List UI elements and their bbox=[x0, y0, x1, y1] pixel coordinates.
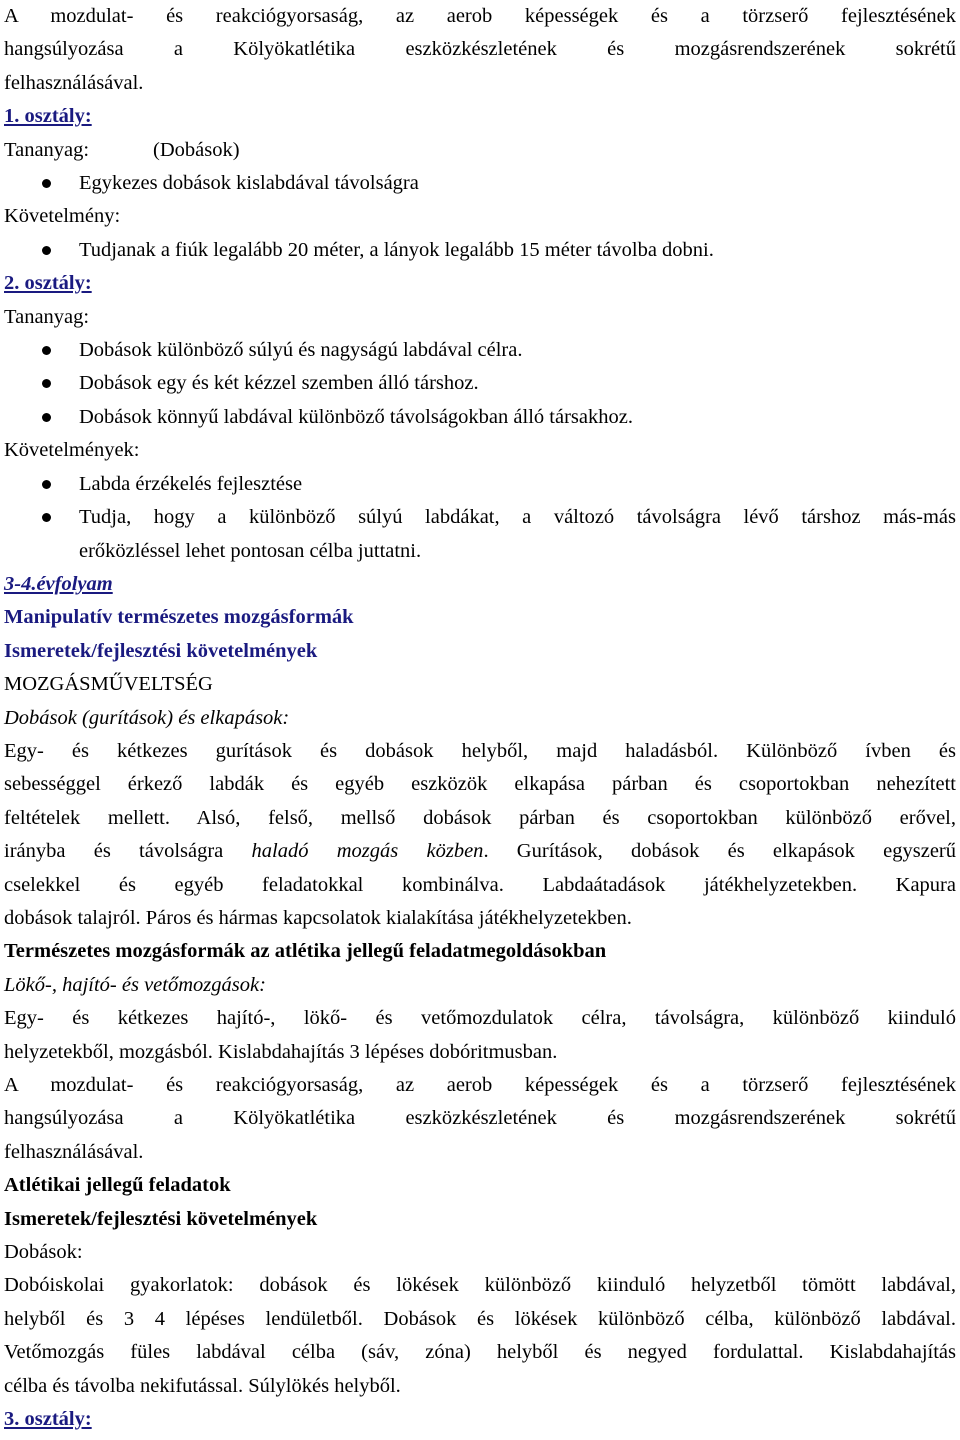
class2-tananyag-label: Tananyag: bbox=[4, 305, 90, 328]
text-line: A mozdulat- és reakciógyorsaság, az aerob képességek és a törzserő fejlesztésének bbox=[4, 5, 956, 27]
section-heading: Ismeretek/fejlesztési követelmények bbox=[4, 639, 318, 662]
class2-heading: 2. osztály: bbox=[4, 272, 92, 295]
text-line: cselekkel és egyéb feladatokkal kombinálva. Labdaátadások játékhelyzetekben. Kapura bbox=[4, 873, 956, 896]
text-line: sebességgel érkező labdák és egyéb eszközök elkapása párban és csoportokban nehezített bbox=[4, 773, 956, 796]
text-line: helyből és 3 4 lépéses lendületből. Dobások és lökések különböző célba, különböző labdával. bbox=[4, 1307, 956, 1330]
text-line: felhasználásával. bbox=[4, 1140, 144, 1163]
bullet-icon bbox=[42, 179, 51, 188]
list-item: Dobások könnyű labdával különböző távolságokban álló társakhoz. bbox=[4, 401, 956, 434]
bullet-icon bbox=[42, 246, 51, 255]
list-item: Tudja, hogy a különböző súlyú labdákat, a változó távolságra lévő társhoz más-más erőközléssel lehet pontosan célba juttatni. bbox=[4, 501, 956, 568]
text-line: hangsúlyozása a Kölyökatlétika eszközkészletének és mozgásrendszerének sokrétű bbox=[4, 1107, 956, 1130]
text-line: Dobóiskolai gyakorlatok: dobások és lökések különböző kiinduló helyzetből tömött labdával, bbox=[4, 1274, 956, 1297]
bullet-icon bbox=[42, 480, 51, 489]
italic-heading: Dobások (gurítások) és elkapások: bbox=[4, 706, 290, 729]
text-line: célba és távolba nekifutással. Súlylökés helyből. bbox=[4, 1374, 401, 1397]
paragraph bbox=[4, 1069, 956, 1169]
class1-material-list bbox=[4, 167, 956, 200]
text-line: irányba és távolságra haladó mozgás közben. Gurítások, dobások és elkapások egyszerű bbox=[4, 840, 957, 863]
list-item: Tudjanak a fiúk legalább 20 méter, a lányok legalább 15 méter távolba dobni. bbox=[4, 234, 956, 267]
bullet-icon bbox=[42, 346, 51, 355]
section-heading: Manipulatív természetes mozgásformák bbox=[4, 606, 354, 629]
paragraph bbox=[4, 735, 956, 935]
class1-tananyag-label: Tananyag: (Dobások) bbox=[4, 138, 240, 161]
class3-heading: 3. osztály: bbox=[4, 1408, 92, 1431]
class1-heading: 1. osztály: bbox=[4, 105, 92, 128]
class2-material-list bbox=[4, 334, 956, 434]
class1-requirement-list bbox=[4, 234, 956, 267]
class1-requirement-label: Követelmény: bbox=[4, 205, 121, 228]
text-line: A mozdulat- és reakciógyorsaság, az aerob képességek és a törzserő fejlesztésének bbox=[4, 1074, 956, 1096]
text-line: dobások talajról. Páros és hármas kapcsolatok kialakítása játékhelyzetekben. bbox=[4, 906, 632, 929]
list-item: Egykezes dobások kislabdával távolságra bbox=[4, 167, 956, 200]
text-line: hangsúlyozása a Kölyökatlétika eszközkészletének és mozgásrendszerének sokrétű bbox=[4, 38, 956, 61]
bullet-icon bbox=[42, 513, 51, 522]
section-heading: Ismeretek/fejlesztési követelmények bbox=[4, 1207, 318, 1230]
intro-paragraph bbox=[4, 0, 956, 100]
list-item: Dobások egy és két kézzel szemben álló társhoz. bbox=[4, 367, 956, 400]
grade34-heading: 3-4.évfolyam bbox=[4, 572, 113, 595]
caps-heading: MOZGÁSMŰVELTSÉG bbox=[4, 673, 213, 696]
text-line: Egy- és kétkezes hajító-, lökő- és vetőmozdulatok célra, távolságra, különböző kiinduló bbox=[4, 1007, 956, 1030]
class2-requirement-list bbox=[4, 468, 956, 568]
bullet-icon bbox=[42, 413, 51, 422]
bullet-icon bbox=[42, 379, 51, 388]
paragraph bbox=[4, 1269, 956, 1403]
list-item: Dobások különböző súlyú és nagyságú labdával célra. bbox=[4, 334, 956, 367]
text-line: feltételek mellett. Alsó, felső, mellső dobások párban és csoportokban különböző erővel, bbox=[4, 806, 956, 829]
text-line: Vetőmozgás füles labdával célba (sáv, zóna) helyből és negyed fordulattal. Kislabdahajítás bbox=[4, 1341, 956, 1364]
text-line: felhasználásával. bbox=[4, 71, 144, 94]
italic-heading: Lökő-, hajító- és vetőmozgások: bbox=[4, 973, 266, 996]
section-heading: Természetes mozgásformák az atlétika jellegű feladatmegoldásokban bbox=[4, 940, 607, 963]
paragraph bbox=[4, 1002, 956, 1069]
text-line: helyzetekből, mozgásból. Kislabdahajítás 3 lépéses dobóritmusban. bbox=[4, 1040, 558, 1063]
list-item: Labda érzékelés fejlesztése bbox=[4, 468, 956, 501]
dobasok-label: Dobások: bbox=[4, 1241, 83, 1264]
text-line: Egy- és kétkezes gurítások és dobások helyből, majd haladásból. Különböző ívben és bbox=[4, 739, 956, 762]
tananyag-note: (Dobások) bbox=[153, 138, 240, 161]
class2-requirement-label: Követelmények: bbox=[4, 439, 140, 462]
section-heading: Atlétikai jellegű feladatok bbox=[4, 1174, 231, 1197]
